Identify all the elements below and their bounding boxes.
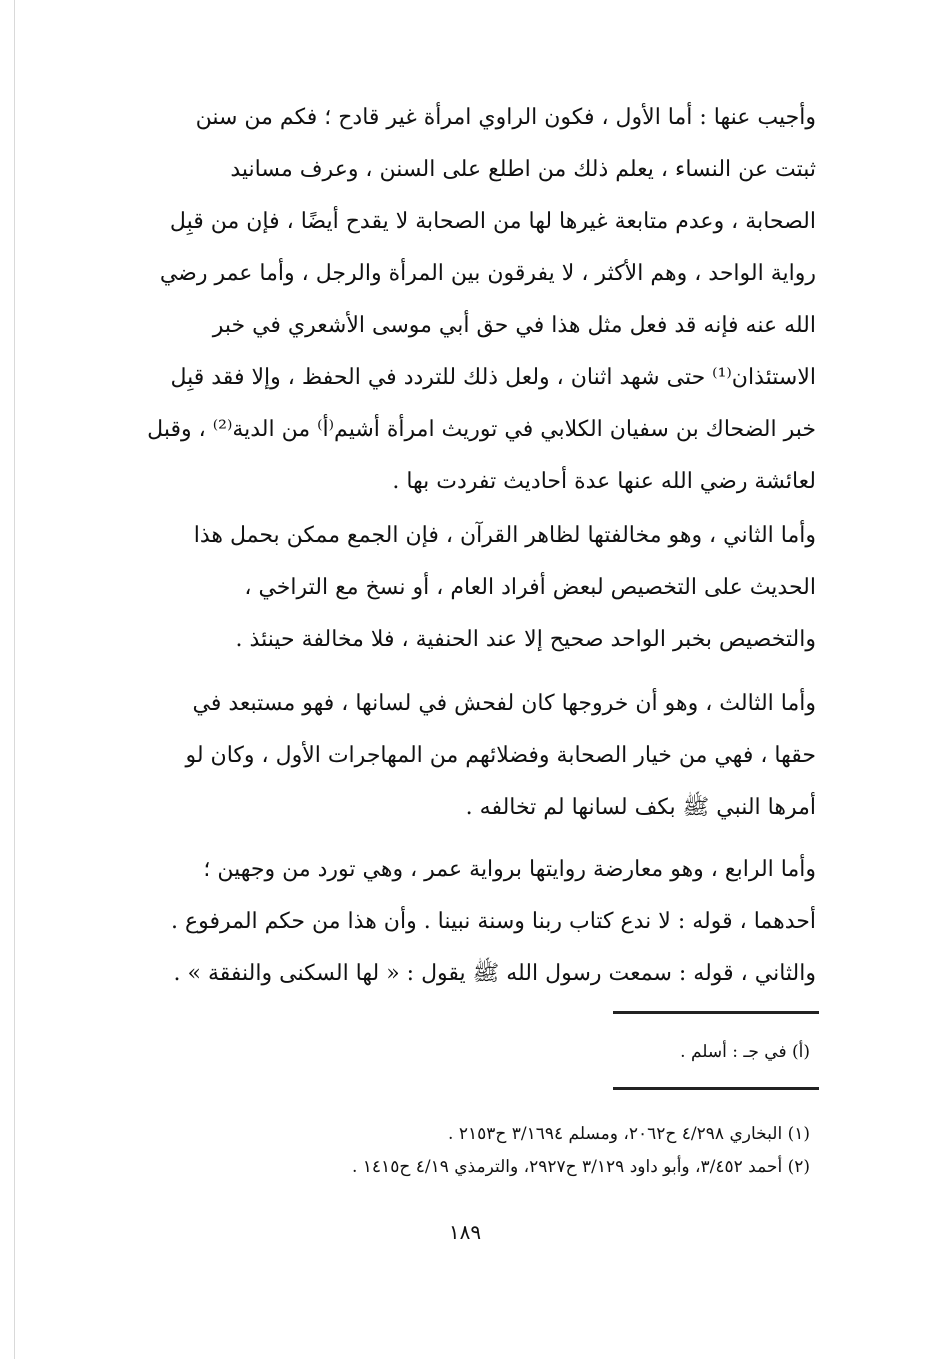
text-line: وأما الرابع ، وهو معارضة روايتها برواية عمر ، وهي تورد من وجهين ؛ [203, 857, 816, 882]
scan-edge-line [14, 0, 15, 1359]
text-line: رواية الواحد ، وهم الأكثر ، لا يفرقون بين المرأة والرجل ، وأما عمر رضي [159, 261, 816, 286]
text-line: أحدهما ، قوله : لا ندع كتاب ربنا وسنة نبينا . وأن هذا من حكم المرفوع . [170, 909, 816, 934]
text-line: الصحابة ، وعدم متابعة غيرها لها من الصحابة لا يقدح أيضًا ، فإن من قبِل [169, 209, 816, 234]
text-line: وأما الثالث ، وهو أن خروجها كان لفحش في لسانها ، فهو مستبعد في [192, 691, 816, 716]
text-line: لعائشة رضي الله عنها عدة أحاديث تفردت بها . [392, 469, 816, 494]
text-line: الحديث على التخصيص لبعض أفراد العام ، أو نسخ مع التراخي ، [244, 575, 816, 600]
footnote-separator [613, 1087, 819, 1090]
text-line: والتخصيص بخبر الواحد صحيح إلا عند الحنفية ، فلا مخالفة حينئذ . [235, 627, 816, 652]
paragraph-third-answer [126, 678, 816, 834]
variant-note: (أ) في جـ : أسلم . [680, 1042, 810, 1062]
text-line: وأما الثاني ، وهو مخالفتها لظاهر القرآن ، فإن الجمع ممكن بحمل هذا [193, 523, 816, 548]
text-line: خبر الضحاك بن سفيان الكلابي في توريث امرأة أشيم⁽أ⁾ من الدية⁽²⁾ ، وقبل [147, 417, 816, 442]
paragraph-fourth-answer [126, 844, 816, 1000]
page-number: ١٨٩ [448, 1220, 482, 1244]
text-line: ثبتت عن النساء ، يعلم ذلك من اطلع على السنن ، وعرف مسانيد [230, 157, 816, 182]
footnote-1: (١) البخاري ٤/٢٩٨ ح٢٠٦٢، ومسلم ٣/١٦٩٤ ح٢١٥٣ . [448, 1124, 810, 1144]
text-line: والثاني ، قوله : سمعت رسول الله ﷺ يقول : « لها السكنى والنفقة » . [173, 961, 816, 986]
paragraph-first-answer [126, 92, 816, 508]
paragraph-second-answer [126, 510, 816, 666]
footnote-2: (٢) أحمد ٣/٤٥٢، وأبو داود ٣/١٢٩ ح٢٩٢٧، والترمذي ٤/١٩ ح١٤١٥ . [351, 1157, 810, 1177]
text-line: الله عنه فإنه قد فعل مثل هذا في حق أبي موسى الأشعري في خبر [212, 313, 816, 338]
footnote-separator [613, 1011, 819, 1014]
text-line: حقها ، فهي من خيار الصحابة وفضلائهم من المهاجرات الأول ، وكان لو [185, 743, 816, 768]
text-line: الاستئذان⁽¹⁾ حتى شهد اثنان ، ولعل ذلك للتردد في الحفظ ، وإلا فقد قبِل [170, 365, 816, 390]
text-line: أمرها النبي ﷺ بكف لسانها لم تخالفه . [465, 795, 816, 820]
text-line: وأجيب عنها : أما الأول ، فكون الراوي امرأة غير قادح ؛ فكم من سنن [195, 105, 816, 130]
